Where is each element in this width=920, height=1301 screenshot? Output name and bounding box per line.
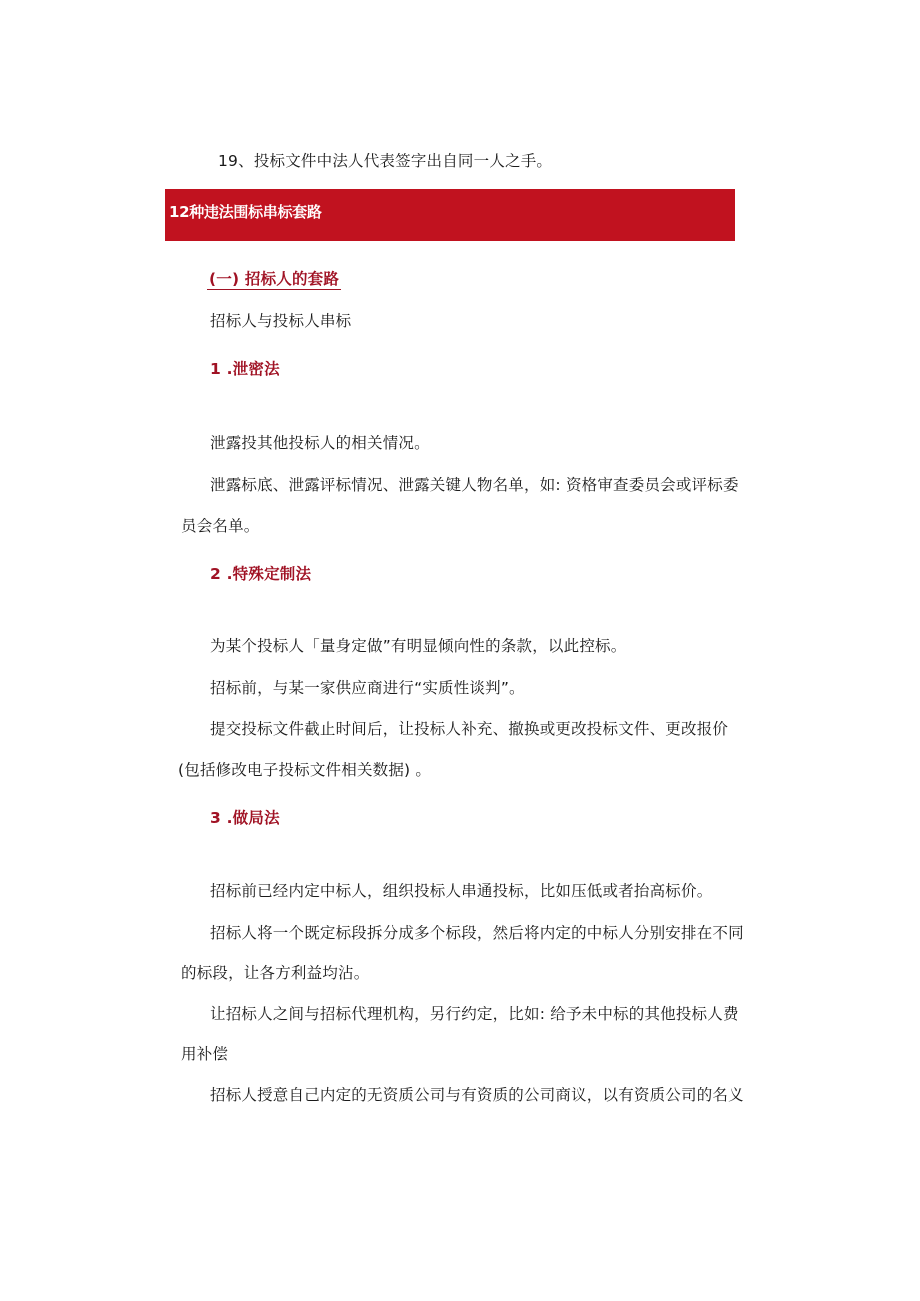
heading-method-1: 1 .泄密法 — [210, 360, 280, 378]
subsection-heading-text: (一) 招标人的套路 — [209, 270, 340, 288]
paragraph-1a: 泄露投其他投标人的相关情况。 — [210, 434, 430, 452]
paragraph-2c-line1: 提交投标文件截止时间后，让投标人补充、撤换或更改投标文件、更改报价 — [210, 720, 729, 738]
subsection-heading — [207, 269, 341, 289]
paragraph-1b-line2: 员会名单。 — [181, 517, 260, 535]
paragraph-item-19: 19、投标文件中法人代表签字出自同一人之手。 — [218, 152, 553, 170]
paragraph-collusion: 招标人与投标人串标 — [210, 312, 352, 330]
paragraph-2c-line2: (包括修改电子投标文件相关数据) 。 — [178, 761, 432, 779]
paragraph-3b-line2: 的标段，让各方利益均沾。 — [181, 964, 370, 982]
section-banner — [165, 189, 735, 241]
banner-title: 12种违法围标串标套路 — [169, 203, 322, 221]
paragraph-3a: 招标前已经内定中标人，组织投标人串通投标，比如压低或者抬高标价。 — [210, 882, 713, 900]
paragraph-1b-line1: 泄露标底、泄露评标情况、泄露关键人物名单，如: 资格审查委员会或评标委 — [210, 476, 739, 494]
paragraph-3d-line1: 招标人授意自己内定的无资质公司与有资质的公司商议，以有资质公司的名义 — [210, 1086, 744, 1104]
heading-method-3: 3 .做局法 — [210, 809, 280, 827]
paragraph-3b-line1: 招标人将一个既定标段拆分成多个标段，然后将内定的中标人分别安排在不同 — [210, 924, 744, 942]
paragraph-2b: 招标前，与某一家供应商进行“实质性谈判”。 — [210, 679, 525, 697]
paragraph-3c-line1: 让招标人之间与招标代理机构，另行约定，比如: 给予未中标的其他投标人费 — [210, 1005, 739, 1023]
heading-method-2: 2 .特殊定制法 — [210, 565, 312, 583]
paragraph-2a: 为某个投标人「量身定做”有明显倾向性的条款，以此控标。 — [210, 637, 627, 655]
paragraph-3c-line2: 用补偿 — [181, 1045, 229, 1063]
